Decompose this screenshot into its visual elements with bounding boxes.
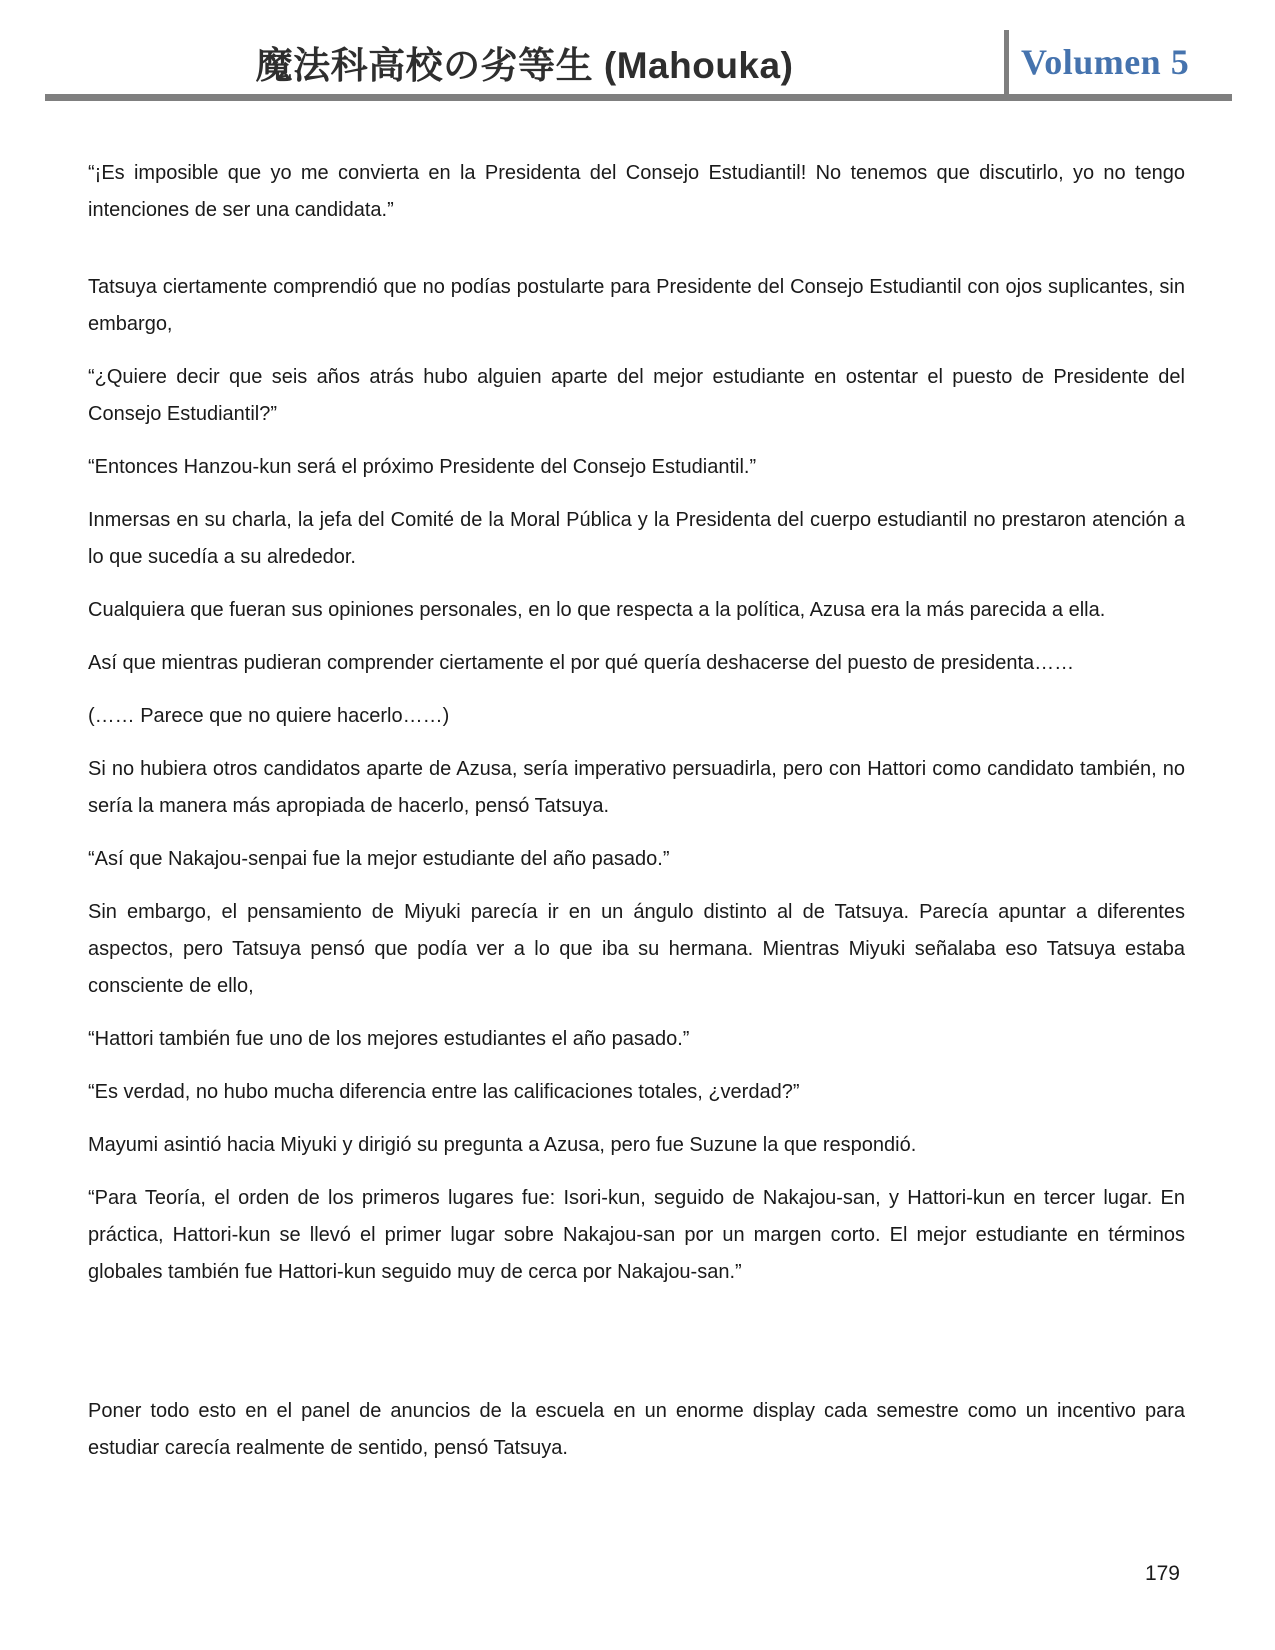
- paragraph-narration: Cualquiera que fueran sus opiniones personales, en lo que respecta a la política, Azusa era la más parecida a ella.: [88, 599, 1106, 621]
- paragraph-quote: “Hattori también fue uno de los mejores estudiantes el año pasado.”: [88, 1028, 690, 1050]
- paragraph-narration: Tatsuya ciertamente comprendió que no podías postularte para Presidente del Consejo Estudiantil con ojos suplicantes, sin embargo,: [88, 276, 1185, 335]
- paragraph-thought: (…… Parece que no quiere hacerlo……): [88, 705, 450, 727]
- paragraph-quote: “¡Es imposible que yo me convierta en la Presidenta del Consejo Estudiantil! No tenemos que discutirlo, yo no tengo intenciones de ser una candidata.”: [88, 162, 1185, 221]
- paragraph-quote: “Para Teoría, el orden de los primeros lugares fue: Isori-kun, seguido de Nakajou-san, y Hattori-kun en tercer lugar. En práctica, Hattori-kun se llevó el primer lugar sobre Nakajou-san por un margen corto. El mejor estudiante en términos globales también fue Hattori-kun seguido muy de cerca por Nakajou-san.”: [88, 1187, 1185, 1283]
- page-body: [88, 155, 1185, 1467]
- paragraph-narration: Mayumi asintió hacia Miyuki y dirigió su pregunta a Azusa, pero fue Suzune la que respondió.: [88, 1134, 917, 1156]
- header-divider-rule: [45, 94, 1232, 101]
- paragraph-quote: “Así que Nakajou-senpai fue la mejor estudiante del año pasado.”: [88, 848, 670, 870]
- page-header: [0, 30, 1275, 101]
- paragraph-narration: Inmersas en su charla, la jefa del Comité de la Moral Pública y la Presidenta del cuerpo estudiantil no prestaron atención a lo que sucedía a su alrededor.: [88, 509, 1185, 568]
- paragraph-spacer: [88, 245, 1185, 269]
- paragraph-quote: “Es verdad, no hubo mucha diferencia entre las calificaciones totales, ¿verdad?”: [88, 1081, 800, 1103]
- paragraph-quote: “Entonces Hanzou-kun será el próximo Presidente del Consejo Estudiantil.”: [88, 456, 757, 478]
- header-title-cell: [45, 30, 1004, 94]
- title-japanese: 魔法科高校の劣等生: [255, 43, 594, 87]
- volume-label: Volumen 5: [1021, 42, 1190, 82]
- header-row: [45, 30, 1232, 94]
- paragraph-narration: Poner todo esto en el panel de anuncios de la escuela en un enorme display cada semestre como un incentivo para estudiar carecía realmente de sentido, pensó Tatsuya.: [88, 1400, 1185, 1459]
- paragraph-narration: Sin embargo, el pensamiento de Miyuki parecía ir en un ángulo distinto al de Tatsuya. Parecía apuntar a diferentes aspectos, pero Tatsuya pensó que podía ver a lo que iba su hermana. Mientras Miyuki señalaba eso Tatsuya estaba consciente de ello,: [88, 901, 1185, 997]
- header-volume-cell: [1004, 30, 1232, 94]
- paragraph-narration: Así que mientras pudieran comprender ciertamente el por qué quería deshacerse del puesto de presidenta……: [88, 652, 1075, 674]
- page-number: 179: [1144, 1562, 1180, 1585]
- paragraph-spacer: [88, 1307, 1185, 1393]
- title-latin: (Mahouka): [603, 45, 794, 86]
- paragraph-narration: Si no hubiera otros candidatos aparte de Azusa, sería imperativo persuadirla, pero con Hattori como candidato también, no sería la manera más apropiada de hacerlo, pensó Tatsuya.: [88, 758, 1185, 817]
- paragraph-quote: “¿Quiere decir que seis años atrás hubo alguien aparte del mejor estudiante en ostentar el puesto de Presidente del Consejo Estudiantil?”: [88, 366, 1185, 425]
- page-title: [256, 35, 794, 89]
